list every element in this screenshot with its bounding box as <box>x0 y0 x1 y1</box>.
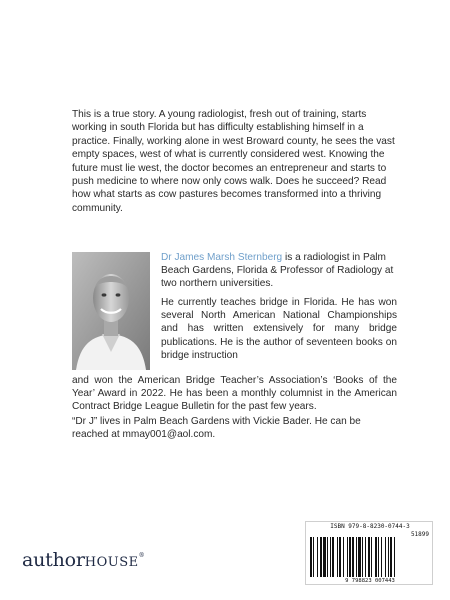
author-bio-bridge: He currently teaches bridge in Florida. He has won several North American National Championships and has written extensively for many bridge publications. He is the author of seventeen books on bridge instruction <box>161 297 397 361</box>
barcode-bar <box>368 537 370 577</box>
barcode-bar <box>378 537 379 577</box>
barcode-bar <box>320 537 322 577</box>
author-name: Dr James Marsh Sternberg <box>161 252 283 263</box>
barcode-bar <box>356 537 357 577</box>
isbn-barcode <box>305 521 433 585</box>
barcode-bar <box>381 537 382 577</box>
registered-mark: ® <box>138 552 145 559</box>
author-bio-bridge-continued: and won the American Bridge Teacher’s Association’s ‘Books of the Year’ Award in 2022. He has been a monthly columnist in the American Contract Bridge League Bulletin for the past few years. <box>72 375 397 413</box>
price-code: 51899 <box>410 531 429 538</box>
barcode-bar <box>349 537 351 577</box>
barcode-bar <box>358 537 361 577</box>
barcode-bar <box>388 537 389 577</box>
barcode-bar <box>371 537 372 577</box>
barcode-bar <box>385 537 386 577</box>
author-bio-intro-text: is a radiologist in Palm Beach Gardens, Florida & Professor of Radiology at two northern universities. <box>161 252 394 290</box>
barcode-bar <box>343 537 344 577</box>
barcode-bar <box>332 537 334 577</box>
publisher-logo-part1: author <box>22 549 85 571</box>
author-portrait-icon <box>72 252 150 370</box>
barcode-bar <box>375 537 377 577</box>
barcode-bar <box>365 537 366 577</box>
author-bio-contact: “Dr J” lives in Palm Beach Gardens with Vickie Bader. He can be reached at mmay001@aol.com. <box>72 416 361 441</box>
author-photo <box>72 252 150 370</box>
barcode-bar <box>347 537 348 577</box>
publisher-logo <box>22 549 144 571</box>
barcode-bars-icon <box>309 537 431 577</box>
isbn-text: ISBN 979-8-8230-0744-3 <box>330 523 410 530</box>
barcode-bar <box>339 537 341 577</box>
ean-number: 9 798823 007443 <box>345 578 395 584</box>
author-bio-intro <box>161 251 397 291</box>
barcode-bar <box>362 537 363 577</box>
barcode-bar <box>337 537 338 577</box>
barcode-bar <box>394 537 395 577</box>
barcode-bar <box>352 537 354 577</box>
barcode-bar <box>330 537 331 577</box>
publisher-logo-part2: HOUSE <box>84 555 139 570</box>
barcode-bar <box>323 537 326 577</box>
barcode-bar <box>327 537 328 577</box>
barcode-bar <box>310 537 312 577</box>
back-cover-blurb: This is a true story. A young radiologist, fresh out of training, starts working in south Florida but has difficulty establishing himself in a practice. Finally, working alone in west Broward county, he sees the vast empty spaces, west of what is currently considered west. Knowing the future must lie west, the doctor becomes an entrepreneur and starts to push medicine to where now only cows walk. Does he succeed? Read how what starts as cow pastures becomes transformed into a thriving community. <box>72 109 395 214</box>
barcode-bar <box>313 537 314 577</box>
barcode-bar <box>317 537 318 577</box>
barcode-bar <box>390 537 392 577</box>
